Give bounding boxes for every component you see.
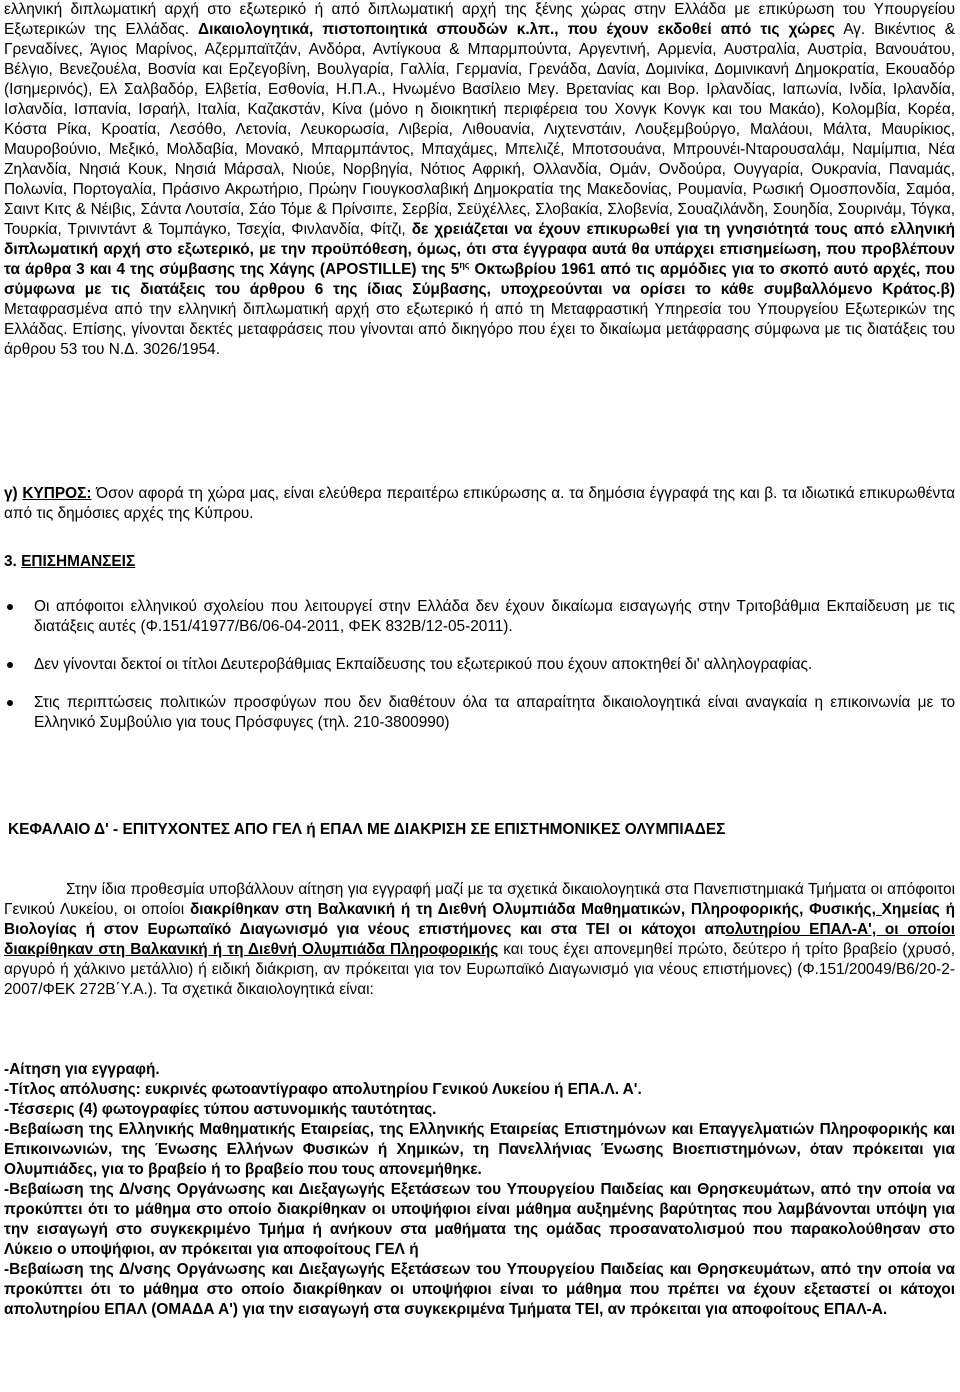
intro-paragraph <box>4 0 955 360</box>
remarks-list <box>4 597 955 733</box>
translations-label: β) <box>940 281 955 298</box>
documents-heading: Δικαιολογητικά, πιστοποιητικά σπουδών κ.λπ., που έχουν εκδοθεί από τις χώρες <box>198 21 835 38</box>
list-item: Οι απόφοιτοι ελληνικού σχολείου που λειτουργεί στην Ελλάδα δεν έχουν δικαίωμα εισαγωγής στην Τριτοβάθμια Εκπαίδευση με τις διατάξεις αυτές (Φ.151/41977/Β6/06-04-2011, ΦΕΚ 832Β/12-05-2011). <box>4 597 955 637</box>
bullet-icon <box>7 662 13 668</box>
chapter-intro-paragraph: Στην ίδια προθεσμία υποβάλλουν αίτηση για εγγραφή μαζί με τα σχετικά δικαιολογητικά στα Πανεπιστημιακά Τμήματα οι απόφοιτοι Γενικού Λυκείου, οι οποίοι διακρίθηκαν στη Βαλκανική ή τη Διεθνή Ολυμπιάδα Μαθηματικών, Πληροφορικής, Φυσικής, Χημείας ή Βιολογίας ή στον Ευρωπαϊκό Διαγωνισμό για νέους επιστήμονες και στα ΤΕΙ οι κάτοχοι απολυτηρίου ΕΠΑΛ-Α', οι οποίοι διακρίθηκαν στη Βαλκανική ή τη Διεθνή Ολυμπιάδα Πληροφορικής και τους έχει απονεμηθεί πρώτο, δεύτερο ή τρίτο βραβείο (χρυσό, αργυρό ή χάλκινο μετάλλιο) ή ειδική διάκριση, αν πρόκειται για τον Ευρωπαϊκό Διαγωνισμό για νέους επιστήμονες) (Φ.151/20049/Β6/20-2-2007/ΦΕΚ 272Β΄Υ.Α.). Τα σχετικά δικαιολογητικά είναι: <box>4 881 956 998</box>
translations-text: Μεταφρασμένα από την ελληνική διπλωματική αρχή στο εξωτερικό ή από τη Μεταφραστική Υπηρεσία του Υπουργείου Εξωτερικών της Ελλάδας. Επίσης, γίνονται δεκτές μεταφράσεις που γίνονται από δικηγόρο που έχει το δικαίωμα μετάφρασης σύμφωνα με τις διατάξεις του άρθρου 53 του Ν.Δ. 3026/1954. <box>4 301 955 358</box>
section-3-heading: 3. ΕΠΙΣΗΜΑΝΣΕΙΣ <box>4 553 136 570</box>
cyprus-paragraph: γ) ΚΥΠΡΟΣ: Όσον αφορά τη χώρα μας, είναι ελεύθερα περαιτέρω επικύρωσης α. τα δημόσια έγγραφά της και β. τα ιδιωτικά επικυρωθέντα από τις δημόσιες αρχές της Κύπρου. <box>4 485 955 522</box>
cyprus-text: Όσον αφορά τη χώρα μας, είναι ελεύθερα περαιτέρω επικύρωσης α. τα δημόσια έγγραφά της και β. τα ιδιωτικά επικυρωθέντα από τις δημόσιες αρχές της Κύπρου. <box>4 485 955 522</box>
list-item: -Αίτηση για εγγραφή. <box>4 1061 160 1078</box>
list-item: -Τίτλος απόλυσης: ευκρινές φωτοαντίγραφο απολυτηρίου Γενικού Λυκείου ή ΕΠΑ.Λ. Α'. <box>4 1081 642 1098</box>
country-list: Αγ. Βικέντιος & Γρεναδίνες, Άγιος Μαρίνος, Αζερμπαϊτζάν, Ανδόρα, Αντίγκουα & Μπαρμπούντα, Αργεντινή, Αρμενία, Αυστραλία, Αυστρία, Βανουάτου, Βέλγιο, Βενεζουέλα, Βοσνία και Ερζεγοβίνη, Βουλγαρία, Γαλλία, Γερμανία, Γρενάδα, Δανία, Δομινίκα, Δομινικανή Δημοκρατία, Εκουαδόρ (Ισημερινός), Ελ Σαλβαδόρ, Ελβετία, Εσθονία, Η.Π.Α., Ηνωμένο Βασίλειο Μεγ. Βρετανίας και Βορ. Ιρλανδίας, Ιαπωνία, Ινδία, Ιρλανδία, Ισλανδία, Ισπανία, Ισραήλ, Ιταλία, Καζακστάν, Κίνα (μόνο η διοικητική περιφέρεια του Χονγκ Κονγκ και του Μακάο), Κολομβία, Κορέα, Κόστα Ρίκα, Κροατία, Λεσόθο, Λετονία, Λευκορωσία, Λιβερία, Λιθουανία, Λιχτενστάιν, Λουξεμβούργο, Μαλάουι, Μάλτα, Μαυρίκιος, Μαυροβούνιο, Μεξικό, Μολδαβία, Μονακό, Μπαρμπάντος, Μπαχάμες, Μπελιζέ, Μποτσουάνα, Μπρουνέι-Νταρουσαλάμ, Ναμίμπια, Νέα Ζηλανδία, Νησιά Κουκ, Νησιά Μάρσαλ, Νιούε, Νορβηγία, Νότιος Αφρική, Ολλανδία, Ομάν, Ονδούρα, Ουγγαρία, Ουκρανία, Παναμάς, Πολωνία, Πορτογαλία, Πράσινο Ακρωτήριο, Πρώην Γιουγκοσλαβική Δημοκρατία της Μακεδονίας, Ρουμανία, Ρωσική Ομοσπονδία, Σαμόα, Σαιντ Κιτς & Νέιβις, Σάντα Λουτσία, Σάο Τόμε & Πρίνσιπε, Σερβία, Σεϋχέλλες, Σλοβακία, Σλοβενία, Σουαζιλάνδη, Σουηδία, Σουρινάμ, Τόγκα, Τουρκία, Τρινιντάντ & Τομπάγκο, Τσεχία, Φινλανδία, Φίτζι, <box>4 21 955 238</box>
list-item: -Τέσσερις (4) φωτογραφίες τύπου αστυνομικής ταυτότητας. <box>4 1101 437 1118</box>
cyprus-label: ΚΥΠΡΟΣ: <box>22 485 92 502</box>
bullet-icon <box>7 700 13 706</box>
intro-line: ελληνική διπλωματική αρχή στο εξωτερικό ή από διπλωματική αρχή της ξένης χώρας στην Ελλάδα με επικύρωση του Υπουργείου Εξωτερικών της Ελλάδας. <box>4 1 955 38</box>
apostille-requirement: δε χρειάζεται να έχουν επικυρωθεί για τη γνησιότητά τους από ελληνική διπλωματική αρχή στο εξωτερικό, με την προϋπόθεση, όμως, ότι στα έγγραφα αυτά θα υπάρχει επισημείωση, που προβλέπουν τα άρθρα 3 και 4 της σύμβασης της Χάγης (APOSTILLE) της $5^{\eta\varsigma}$ Οκτωβρίου 1961 από τις αρμόδιες για το σκοπό αυτό αρχές, που σύμφωνα με τις διατάξεις του άρθρου 6 της ίδιας Σύμβασης, υποχρεούνται να ορίσει το κάθε συμβαλλόμενο Κράτος. <box>4 221 955 298</box>
bullet-icon <box>7 604 13 610</box>
list-item: -Βεβαίωση της Δ/νσης Οργάνωσης και Διεξαγωγής Εξετάσεων του Υπουργείου Παιδείας και Θρησκευμάτων, από την οποία να προκύπτει ότι το μάθημα στο οποίο διακρίθηκαν οι υποψήφιοι είναι το μάθημα που πρέπει να έχουν εξεταστεί οι κάτοχοι απολυτηρίου ΕΠΑΛ (ΟΜΑΔΑ Α') για την εισαγωγή στα συγκεκριμένα Τμήματα ΤΕΙ, αν πρόκειται για αποφοίτους ΕΠΑΛ-Α. <box>4 1261 955 1318</box>
list-item: Δεν γίνονται δεκτοί οι τίτλοι Δευτεροβάθμιας Εκπαίδευσης του εξωτερικού που έχουν αποκτηθεί δι' αλληλογραφίας. <box>4 655 955 675</box>
chapter-title: ΚΕΦΑΛΑΙΟ Δ' - ΕΠΙΤΥΧΟΝΤΕΣ ΑΠΟ ΓΕΛ ή ΕΠΑΛ ΜΕ ΔΙΑΚΡΙΣΗ ΣΕ ΕΠΙΣΤΗΜΟΝΙΚΕΣ ΟΛΥΜΠΙΑΔΕΣ <box>8 821 726 838</box>
required-documents <box>4 1060 955 1320</box>
list-item: -Βεβαίωση της Ελληνικής Μαθηματικής Εταιρείας, της Ελληνικής Εταιρείας Επιστημόνων και Επαγγελματιών Πληροφορικής και Επικοινωνιών, της Ένωσης Ελλήνων Φυσικών ή Χημικών, τη Πανελλήνιας Ένωσης Βιοεπιστημόνων, όταν πρόκειται για Ολυμπιάδες, για το βραβείο ή το βραβείο που τους απονεμήθηκε. <box>4 1121 955 1178</box>
list-item: -Βεβαίωση της Δ/νσης Οργάνωσης και Διεξαγωγής Εξετάσεων του Υπουργείου Παιδείας και Θρησκευμάτων, από την οποία να προκύπτει ότι το μάθημα στο οποίο διακρίθηκαν οι υποψήφιοι είναι μάθημα αυξημένης βαρύτητας που λαμβάνονται υπόψη για την εισαγωγή στο συγκεκριμένο Τμήμα ή ανήκουν στα μαθήματα της ομάδας προσανατολισμού που παρακολούθησαν στο Λύκειο ο υποψήφιοι, αν πρόκειται για αποφοίτους ΓΕΛ ή <box>4 1181 955 1258</box>
list-item: Στις περιπτώσεις πολιτικών προσφύγων που δεν διαθέτουν όλα τα απαραίτητα δικαιολογητικά είναι αναγκαία η επικοινωνία με το Ελληνικό Συμβούλιο για τους Πρόσφυγες (τηλ. 210-3800990) <box>4 693 955 733</box>
